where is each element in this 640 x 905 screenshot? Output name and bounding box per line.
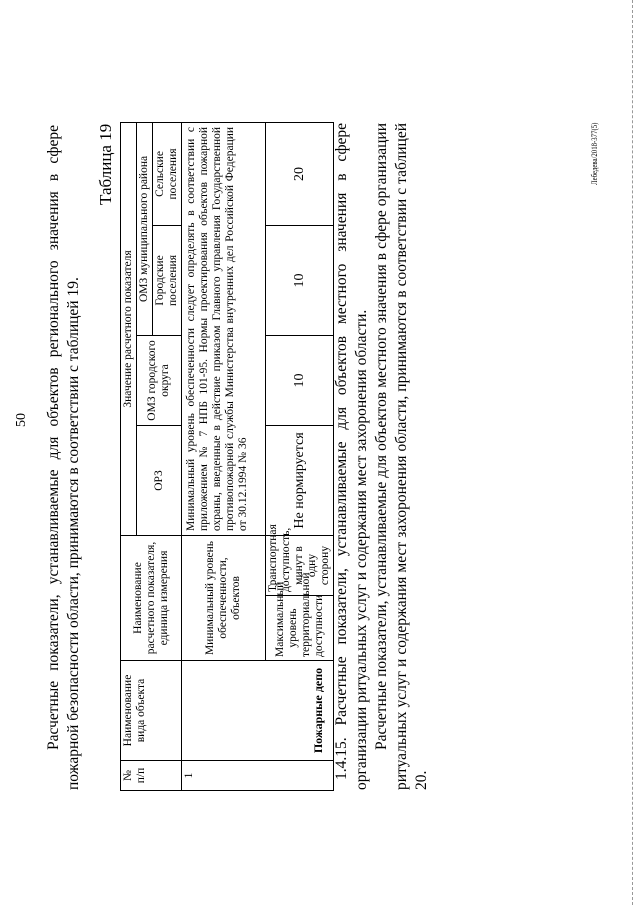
section-paragraph: 1.4.15. Расчетные показатели, устанавливаемые для объектов местного значения в сфере организации ритуальных услуг и содержания мест захоронения области. [333,123,370,790]
indicators-table [120,122,334,791]
row2-orz: Не нормируется [266,425,334,535]
row1-no: 1 [182,761,334,791]
header-no: № п/п [121,761,182,791]
scan-edge-line [632,0,633,905]
row1-indicator: Минимальный уровень обеспеченности, объектов [182,535,266,660]
row2-indicator-a: Максимальный уровень территориальной доступности [266,596,334,661]
header-object: Наименование вида объекта [121,661,182,761]
intro-paragraph: Расчетные показатели, устанавливаемые для объектов регионального значения в сфере пожарной безопасности области, принимаются в соответствии с таблицей 19. [45,125,82,790]
header-omz-district: ОМЗ муниципального района [137,122,153,335]
row2-indicator-b: Транспортная доступность, минут в одну сторону [266,535,334,595]
header-orz: ОРЗ [137,425,182,535]
row1-object: Пожарные депо [182,661,334,761]
row2-urban: 10 [266,225,334,335]
row2-rural: 20 [266,122,334,225]
header-urban: Городские поселения [153,225,182,335]
body-paragraph: Расчетные показатели, устанавливаемые для объектов местного значения в сфере организации ритуальных услуг и содержания мест захоронения области, принимаются в соответствии с таблицей 20. [373,123,430,790]
footer-stamp: Лебедева/2018-377(5) [590,122,599,185]
page-number: 50 [14,413,29,427]
header-value-group: Значение расчетного показателя [121,122,137,535]
row2-omz-city: 10 [266,335,334,425]
row1-note: Минимальный уровень обеспеченности следует определять в соответствии с приложением № 7 НПБ 101-95. Нормы проектирования объектов пожарной охраны, введенные в действие приказом Главного управления Государственной противопожарной службы Министерства внутренних дел Российской Федерации от 30.12.1994 № 36 [182,122,266,535]
header-rural: Сельские поселения [153,122,182,225]
table-title: Таблица 19 [96,123,115,205]
header-indicator: Наименование расчетного показателя, единица измерения [121,535,182,660]
header-omz-city: ОМЗ городского округа [137,335,182,425]
